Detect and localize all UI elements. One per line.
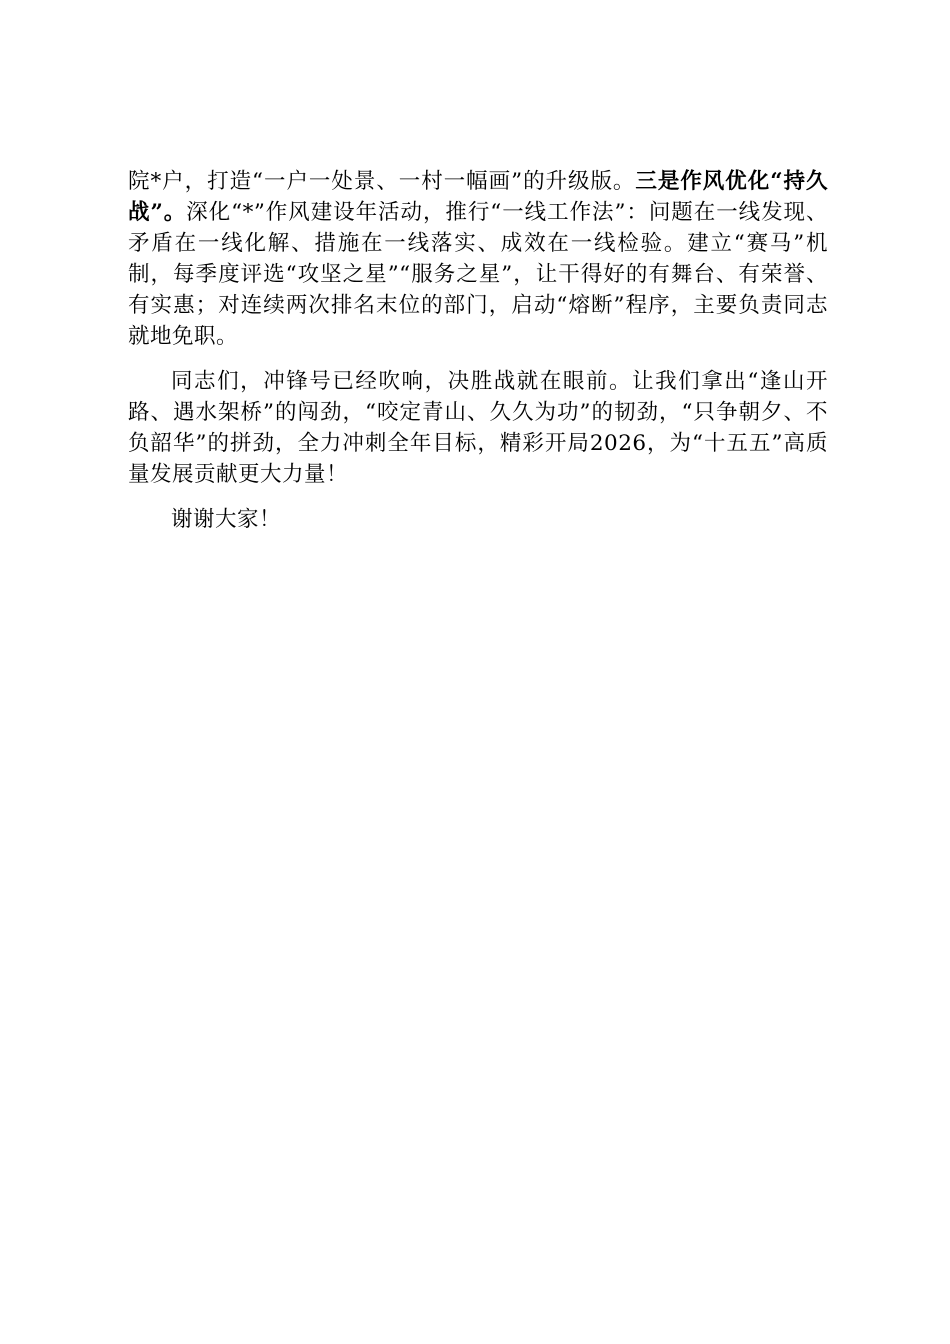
document-body	[128, 166, 828, 535]
paragraph-call-to-action: 同志们，冲锋号已经吹响，决胜战就在眼前。让我们拿出“逢山开路、遇水架桥”的闯劲，“咬定青山、久久为功”的韧劲，“只争朝夕、不负韶华”的拼劲，全力冲刺全年目标，精彩开局2026，为“十五五”高质量发展贡献更大力量！	[128, 369, 828, 487]
section-heading-three: 三是作风优化“持久战”。	[128, 169, 828, 225]
closing-remark: 谢谢大家！	[171, 507, 282, 532]
paragraph-work-style	[128, 166, 828, 352]
paragraph-text: 院*户，打造“一户一处景、一村一幅画”的升级版。	[128, 169, 636, 194]
paragraph-text: 深化“*”作风建设年活动，推行“一线工作法”：问题在一线发现、矛盾在一线化解、措施在一线落实、成效在一线检验。建立“赛马”机制，每季度评选“攻坚之星”“服务之星”，让干得好的有舞台、有荣誉、有实惠；对连续两次排名末位的部门，启动“熔断”程序，主要负责同志就地免职。	[128, 200, 828, 349]
